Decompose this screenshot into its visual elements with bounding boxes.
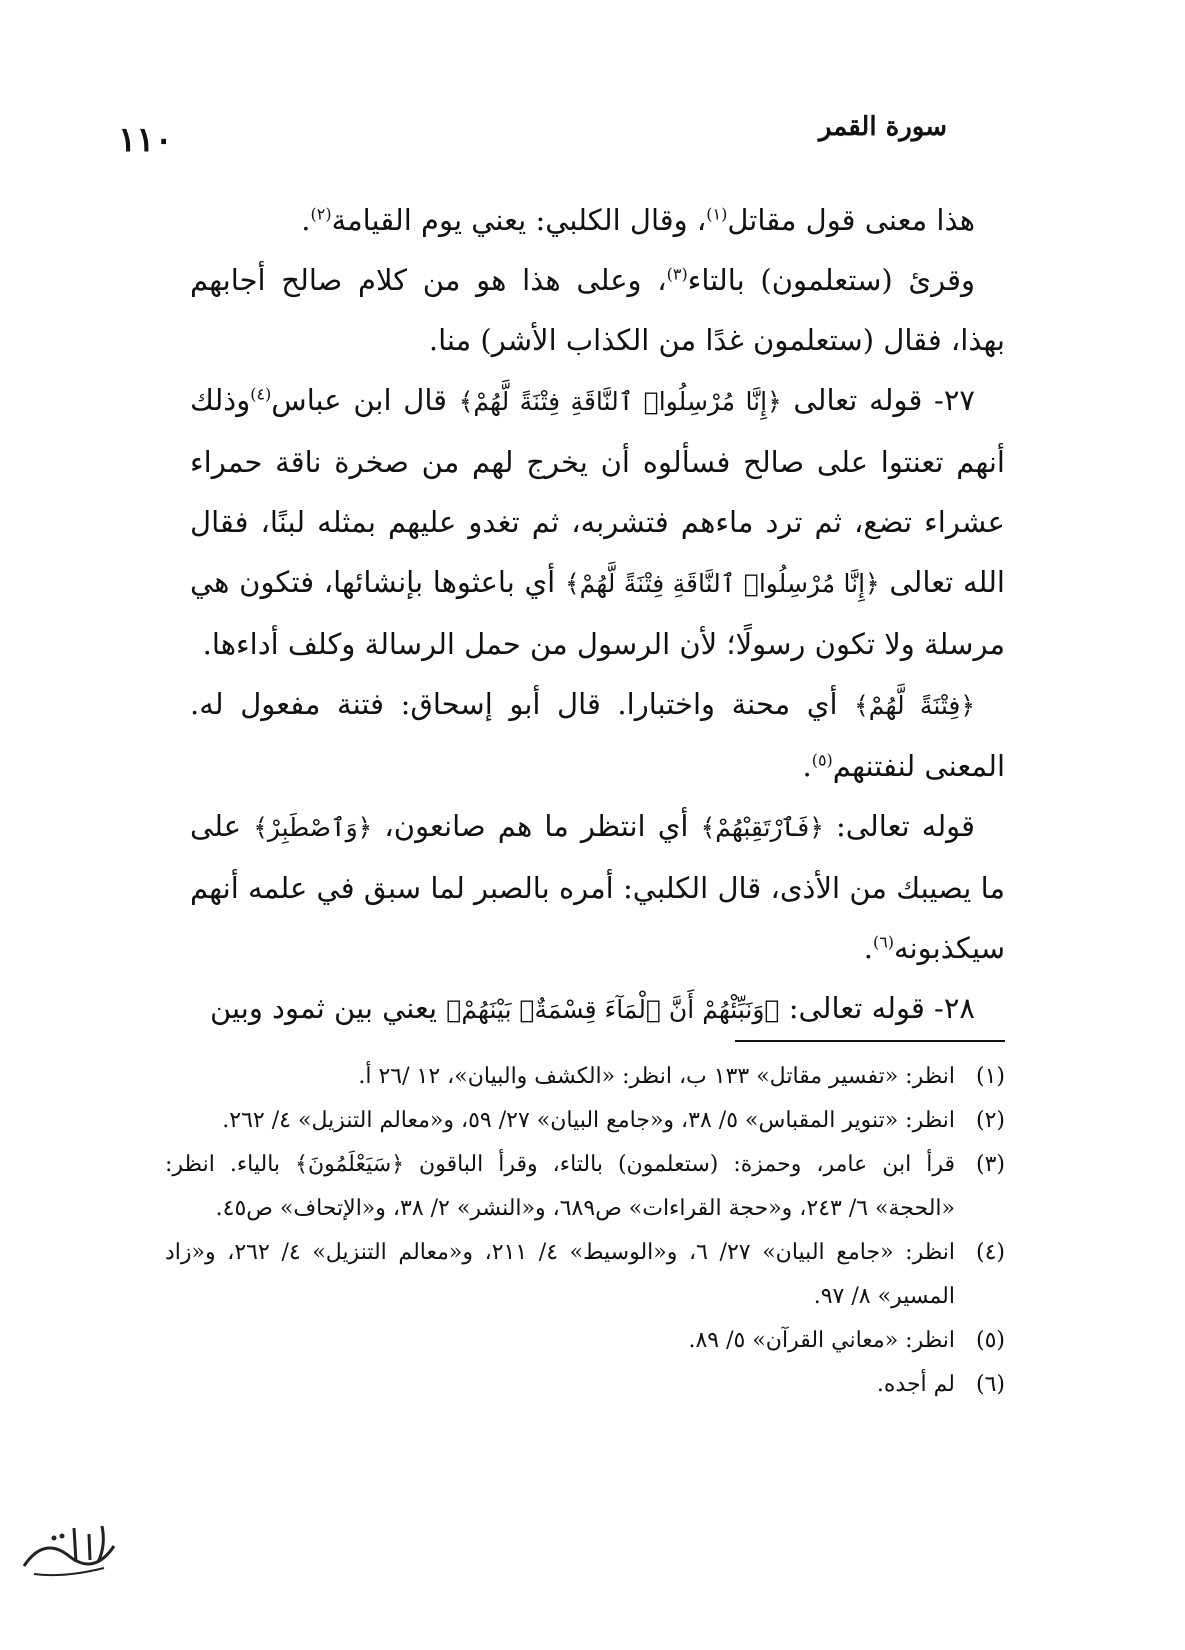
text: على ما يصيبك من الأذى، قال الكلبي: أمره بالصبر لما سبق في علمه أنهم سيكذبونه (190, 809, 1005, 965)
quran-quote: ﴿وَنَبِّئْهُمْ أَنَّ ٱلْمَآءَ قِسْمَةٌۢ بَيْنَهُمْ﴾ (446, 995, 780, 1024)
footnote-ref-6[interactable]: (٦) (872, 932, 895, 952)
text: وذلك أنهم تعنتوا على صالح فسألوه أن يخرج لهم من صخرة ناقة حمراء عشراء تضع، ثم ترد ماءهم فتشربه، ثم تغدو عليهم بمثله لبنًا، فقال الله تعالى (190, 383, 1005, 599)
text: ، وعلى هذا هو من كلام صالح أجابهم بهذا، فقال (ستعلمون غدًا من الكذاب الأشر) منا. (190, 263, 1005, 357)
quran-quote: ﴿فَٱرْتَقِبْهُمْ﴾ (700, 813, 824, 842)
text: يعني بين ثمود وبين (209, 991, 447, 1025)
text: ، وقال الكلبي: يعني يوم القيامة (331, 203, 707, 237)
footnote-4 (165, 1231, 1005, 1319)
quran-quote: ﴿إِنَّا مُرْسِلُوا۟ ٱلنَّاقَةِ فِتْنَةً لَّهُمْ﴾ (564, 569, 880, 598)
footnote-number: (٥) (975, 1328, 1005, 1353)
paragraph-4 (190, 674, 1005, 796)
text: . (863, 931, 873, 965)
footnote-6 (165, 1363, 1005, 1407)
footnote-number: (٣) (975, 1152, 1005, 1177)
footnote-ref-5[interactable]: (٥) (811, 750, 833, 770)
calligraphy-logo-icon (14, 1516, 134, 1588)
footnote-number: (١) (975, 1064, 1005, 1089)
text: قوله تعالى: (823, 809, 976, 843)
page-number: ١١٠ (118, 120, 173, 160)
footnote-ref-2[interactable]: (٢) (310, 204, 332, 224)
text: . (802, 749, 812, 783)
footnote-ref-3[interactable]: (٣) (666, 264, 688, 284)
text: أي باعثوها بإنشائها، فتكون هي مرسلة ولا تكون رسولًا؛ لأن الرسول من حمل الرسالة وكلف أداءها. (190, 565, 1005, 661)
footnote-text: انظر: «تنوير المقباس» ٥/ ٣٨، و«جامع البيان» ٢٧/ ٥٩، و«معالم التنزيل» ٤/ ٢٦٢. (222, 1108, 955, 1133)
watermark-logo (14, 1516, 134, 1588)
footnote-text: قرأ ابن عامر، وحمزة: (ستعلمون) بالتاء، وقرأ الباقون ﴿سَيَعْلَمُونَ﴾ بالياء. انظر: «الحجة» ٦/ ٢٤٣، و«حجة القراءات» ص٦٨٩، و«النشر» ٢/ ٣٨، و«الإتحاف» ص٤٥. (165, 1152, 955, 1221)
text: أي محنة واختبارا. قال أبو إسحاق: فتنة مفعول له. المعنى لنفتنهم (190, 687, 1005, 783)
footnote-separator (735, 1040, 1005, 1042)
footnote-text: انظر: «معاني القرآن» ٥/ ٨٩. (688, 1328, 955, 1353)
main-text (190, 190, 1005, 1040)
footnote-number: (٢) (975, 1108, 1005, 1133)
footnote-text: انظر: «جامع البيان» ٢٧/ ٦، و«الوسيط» ٤/ ٢١١، و«معالم التنزيل» ٤/ ٢٦٢، و«زاد المسير» ٨/ ٩٧. (165, 1240, 955, 1309)
paragraph-3 (190, 370, 1005, 674)
text: أي انتظر ما هم صانعون، (372, 809, 701, 843)
surah-title: سورة القمر (818, 112, 947, 142)
footnotes (165, 1055, 1005, 1407)
quran-quote: ﴿فِتْنَةً لَّهُمْ﴾ (854, 691, 976, 720)
footnote-2 (165, 1099, 1005, 1143)
footnote-text: انظر: «تفسير مقاتل» ١٣٣ ب، انظر: «الكشف والبيان»، ١٢ /٢٦ أ. (358, 1064, 955, 1089)
verse-number-text: ٢٨- قوله تعالى: (779, 991, 975, 1025)
footnote-number: (٦) (975, 1372, 1005, 1397)
paragraph-2 (190, 250, 1005, 370)
verse-number-text: ٢٧- قوله تعالى (781, 383, 975, 417)
quran-quote: ﴿إِنَّا مُرْسِلُوا۟ ٱلنَّاقَةِ فِتْنَةً لَّهُمْ﴾ (458, 387, 782, 416)
paragraph-6 (190, 978, 1005, 1040)
footnote-1 (165, 1055, 1005, 1099)
footnote-number: (٤) (975, 1240, 1005, 1265)
footnote-ref-4[interactable]: (٤) (250, 384, 272, 404)
text: وقرئ (ستعلمون) بالتاء (687, 263, 975, 297)
footnote-ref-1[interactable]: (١) (706, 204, 728, 224)
footnote-3 (165, 1143, 1005, 1231)
quran-quote: ﴿وَٱصْطَبِرْ﴾ (253, 813, 373, 842)
text: قال ابن عباس (271, 383, 459, 417)
footnote-5 (165, 1319, 1005, 1363)
text: هذا معنى قول مقاتل (727, 203, 975, 237)
paragraph-5 (190, 796, 1005, 978)
footnote-text: لم أجده. (876, 1372, 955, 1397)
text: . (301, 203, 311, 237)
paragraph-1 (190, 190, 1005, 250)
